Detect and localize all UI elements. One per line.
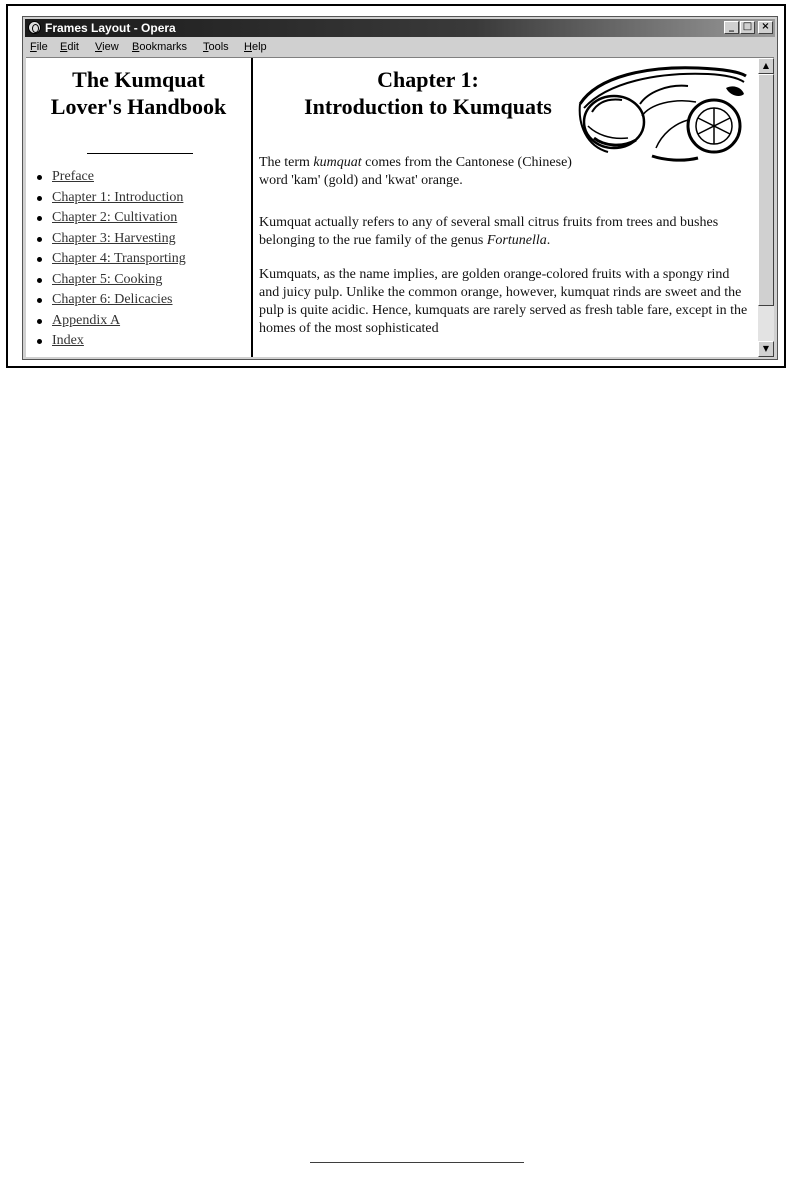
toc-link-index[interactable]: Index [52, 333, 84, 348]
figure-frame [6, 4, 786, 368]
toc-link-chapter-3[interactable]: Chapter 3: Harvesting [52, 230, 176, 246]
toc-link-chapter-6[interactable]: Chapter 6: Delicacies [52, 292, 173, 307]
kumquat-illustration [578, 64, 748, 170]
list-item [36, 209, 186, 230]
toc-list [36, 168, 186, 353]
menu-bookmarks[interactable]: Bookmarks [132, 41, 188, 53]
horizontal-rule [87, 153, 193, 154]
menu-view[interactable]: View [95, 41, 119, 53]
list-item [36, 189, 186, 210]
list-item [36, 168, 186, 189]
paragraph-1: The term kumquat comes from the Cantonese (Chinese) word 'kam' (gold) and 'kwat' orange. [259, 155, 572, 188]
scroll-thumb[interactable] [758, 74, 774, 306]
book-title: The Kumquat Lover's Handbook [50, 67, 227, 119]
toc-link-chapter-4[interactable]: Chapter 4: Transporting [52, 251, 186, 266]
list-item [36, 250, 186, 271]
menu-tools[interactable]: Tools [203, 41, 229, 53]
list-item [36, 332, 186, 353]
menu-file[interactable]: File [30, 41, 48, 53]
menu-help[interactable]: Help [244, 41, 267, 53]
close-button[interactable]: × [758, 21, 773, 34]
paragraph-3: Kumquats, as the name implies, are golden orange-colored fruits with a spongy rind and juicy pulp. Unlike the common orange, however, kumquat rinds are sweet and the pulp is quite acidic. Hence, kumquats are rarely served as fresh table fare, except in the homes of the most sophisticated [259, 267, 748, 336]
menu-edit[interactable]: Edit [60, 41, 79, 53]
title-bar[interactable] [25, 19, 775, 37]
paragraph-2: Kumquat actually refers to any of several small citrus fruits from trees and bushes belonging to the rue family of the genus Fortunella. [259, 215, 719, 248]
chapter-frame [253, 58, 758, 357]
scroll-up-button[interactable]: ▲ [758, 58, 774, 74]
link-underline [310, 1162, 524, 1163]
opera-logo-icon [28, 21, 41, 34]
window-title: Frames Layout - Opera [45, 21, 176, 35]
list-item [36, 271, 186, 292]
menu-bar [25, 38, 775, 56]
minimize-button[interactable]: _ [724, 21, 739, 34]
window-controls [723, 21, 773, 35]
browser-window [22, 16, 778, 360]
vertical-scrollbar[interactable] [758, 58, 774, 357]
toc-link-preface[interactable]: Preface [52, 169, 94, 184]
toc-link-chapter-5[interactable]: Chapter 5: Cooking [52, 271, 163, 287]
list-item [36, 291, 186, 312]
list-item [36, 312, 186, 333]
toc-link-chapter-2[interactable]: Chapter 2: Cultivation [52, 210, 178, 225]
maximize-button[interactable]: □ [740, 21, 755, 34]
page-content [26, 57, 774, 357]
scroll-down-button[interactable]: ▼ [758, 341, 774, 357]
list-item [36, 230, 186, 251]
toc-link-appendix-a[interactable]: Appendix A [52, 312, 121, 328]
toc-frame [26, 58, 251, 357]
chapter-title: Chapter 1: Introduction to Kumquats [304, 67, 552, 119]
toc-link-chapter-1[interactable]: Chapter 1: Introduction [52, 189, 184, 205]
